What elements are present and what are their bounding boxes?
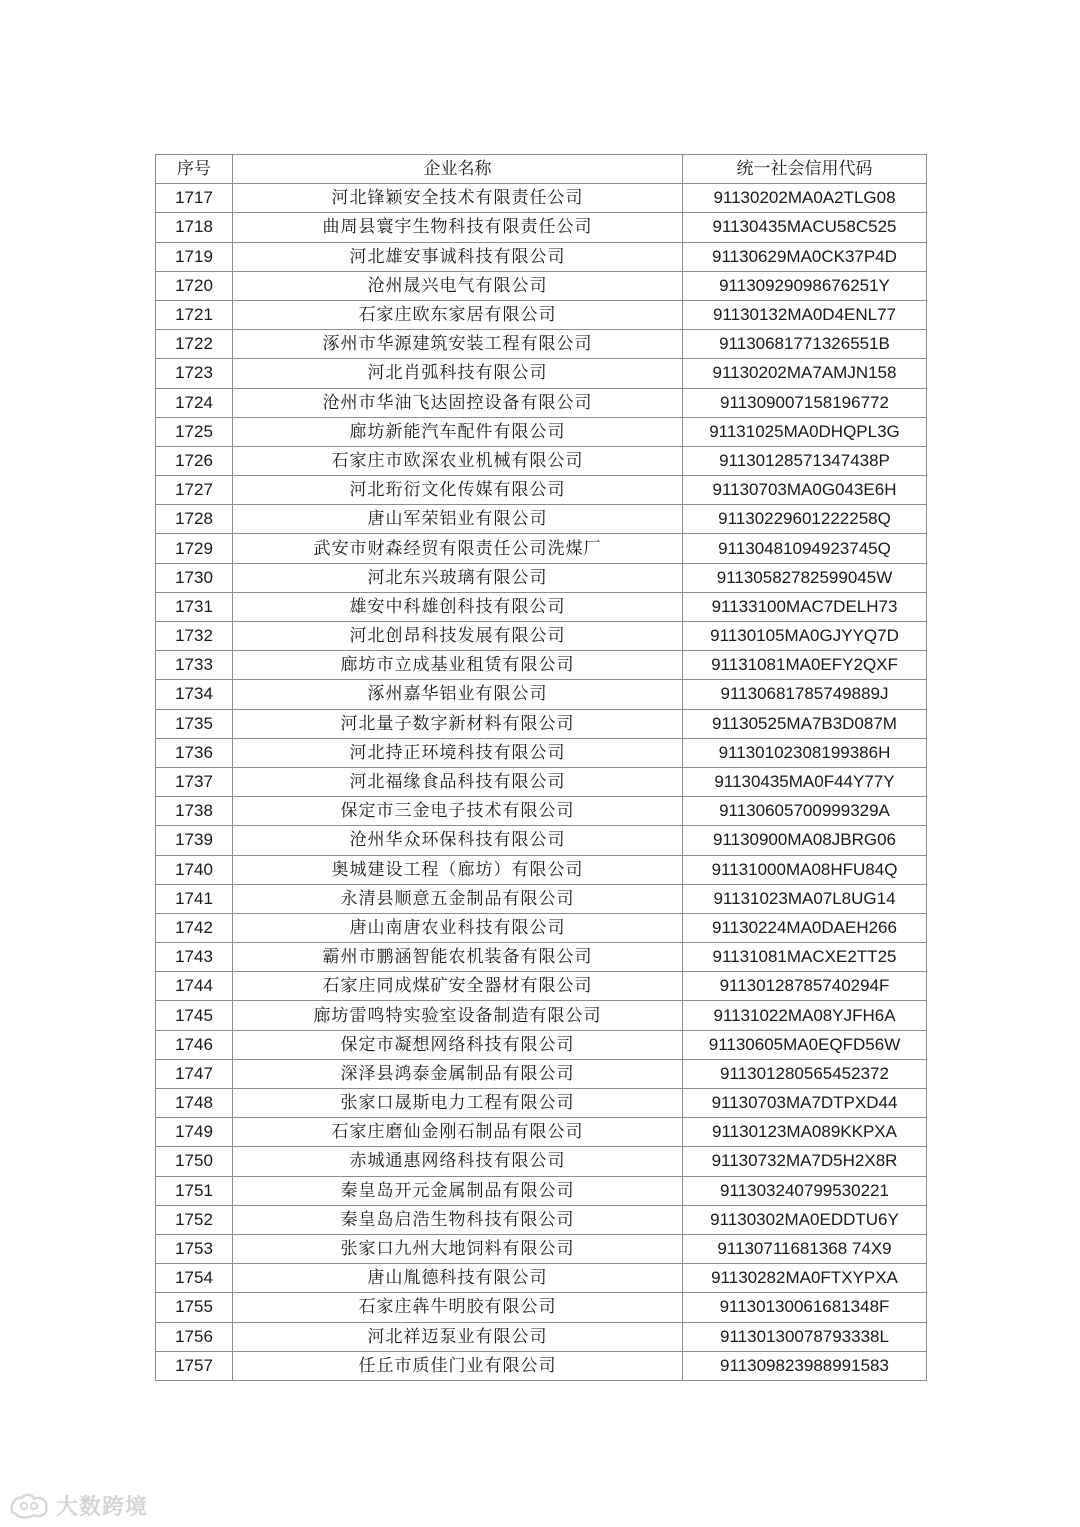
company-name: 沧州市华油飞达固控设备有限公司 xyxy=(233,388,683,417)
credit-code: 91130681785749889J xyxy=(683,680,927,709)
table-row xyxy=(156,826,927,855)
table-row xyxy=(156,1293,927,1322)
credit-code: 91130681771326551B xyxy=(683,330,927,359)
row-index: 1737 xyxy=(156,767,233,796)
row-index: 1731 xyxy=(156,592,233,621)
table-row xyxy=(156,563,927,592)
row-index: 1743 xyxy=(156,943,233,972)
row-index: 1735 xyxy=(156,709,233,738)
credit-code: 91130605MA0EQFD56W xyxy=(683,1030,927,1059)
credit-code: 91130202MA7AMJN158 xyxy=(683,359,927,388)
table-row xyxy=(156,767,927,796)
row-index: 1733 xyxy=(156,651,233,680)
row-index: 1720 xyxy=(156,271,233,300)
table-row xyxy=(156,1118,927,1147)
credit-code: 91130202MA0A2TLG08 xyxy=(683,184,927,213)
table-row xyxy=(156,622,927,651)
table-row xyxy=(156,388,927,417)
table-row xyxy=(156,1205,927,1234)
row-index: 1722 xyxy=(156,330,233,359)
credit-code: 91130711681368 74X9 xyxy=(683,1234,927,1263)
credit-code: 91131081MA0EFY2QXF xyxy=(683,651,927,680)
company-name: 唐山军荣铝业有限公司 xyxy=(233,505,683,534)
table-row xyxy=(156,417,927,446)
company-name: 保定市凝想网络科技有限公司 xyxy=(233,1030,683,1059)
row-index: 1754 xyxy=(156,1264,233,1293)
row-index: 1719 xyxy=(156,242,233,271)
company-name: 永清县顺意五金制品有限公司 xyxy=(233,884,683,913)
table-row xyxy=(156,1234,927,1263)
row-index: 1751 xyxy=(156,1176,233,1205)
table-row xyxy=(156,213,927,242)
company-name: 张家口九州大地饲料有限公司 xyxy=(233,1234,683,1263)
row-index: 1726 xyxy=(156,446,233,475)
logo-icon xyxy=(8,1490,52,1520)
header-index: 序号 xyxy=(156,155,233,184)
row-index: 1755 xyxy=(156,1293,233,1322)
company-name: 河北珩衍文化传媒有限公司 xyxy=(233,476,683,505)
table-row xyxy=(156,855,927,884)
table-row xyxy=(156,651,927,680)
watermark xyxy=(8,1488,148,1522)
row-index: 1723 xyxy=(156,359,233,388)
row-index: 1728 xyxy=(156,505,233,534)
credit-code: 91130629MA0CK37P4D xyxy=(683,242,927,271)
company-name: 秦皇岛启浩生物科技有限公司 xyxy=(233,1205,683,1234)
credit-code: 91130481094923745Q xyxy=(683,534,927,563)
credit-code: 91131022MA08YJFH6A xyxy=(683,1001,927,1030)
row-index: 1721 xyxy=(156,300,233,329)
table-header-row xyxy=(156,155,927,184)
table-row xyxy=(156,184,927,213)
company-name: 深泽县鸿泰金属制品有限公司 xyxy=(233,1059,683,1088)
company-name: 沧州晟兴电气有限公司 xyxy=(233,271,683,300)
credit-code: 91131081MACXE2TT25 xyxy=(683,943,927,972)
company-name: 涿州嘉华铝业有限公司 xyxy=(233,680,683,709)
company-name: 河北锋颖安全技术有限责任公司 xyxy=(233,184,683,213)
company-name: 曲周县寰宇生物科技有限责任公司 xyxy=(233,213,683,242)
header-company-name: 企业名称 xyxy=(233,155,683,184)
row-index: 1732 xyxy=(156,622,233,651)
row-index: 1749 xyxy=(156,1118,233,1147)
company-name: 霸州市鹏涵智能农机装备有限公司 xyxy=(233,943,683,972)
credit-code: 91130582782599045W xyxy=(683,563,927,592)
row-index: 1730 xyxy=(156,563,233,592)
row-index: 1718 xyxy=(156,213,233,242)
table-row xyxy=(156,913,927,942)
watermark-text: 大数跨境 xyxy=(56,1494,149,1520)
credit-code: 911303240799530221 xyxy=(683,1176,927,1205)
credit-code: 91130128571347438P xyxy=(683,446,927,475)
credit-code: 91130302MA0EDDTU6Y xyxy=(683,1205,927,1234)
credit-code: 91131000MA08HFU84Q xyxy=(683,855,927,884)
credit-code: 91130105MA0GJYYQ7D xyxy=(683,622,927,651)
row-index: 1752 xyxy=(156,1205,233,1234)
company-name: 石家庄犇牛明胶有限公司 xyxy=(233,1293,683,1322)
table-row xyxy=(156,534,927,563)
table-row xyxy=(156,1001,927,1030)
company-name: 河北雄安事诚科技有限公司 xyxy=(233,242,683,271)
credit-code: 91130132MA0D4ENL77 xyxy=(683,300,927,329)
row-index: 1746 xyxy=(156,1030,233,1059)
table-row xyxy=(156,359,927,388)
credit-code: 911309007158196772 xyxy=(683,388,927,417)
company-name: 张家口晟斯电力工程有限公司 xyxy=(233,1089,683,1118)
company-name: 石家庄市欧深农业机械有限公司 xyxy=(233,446,683,475)
row-index: 1725 xyxy=(156,417,233,446)
credit-code: 911301280565452372 xyxy=(683,1059,927,1088)
table-row xyxy=(156,446,927,475)
credit-code: 91130525MA7B3D087M xyxy=(683,709,927,738)
company-table xyxy=(155,154,927,1381)
table-row xyxy=(156,738,927,767)
table-row xyxy=(156,1176,927,1205)
row-index: 1724 xyxy=(156,388,233,417)
company-name: 涿州市华源建筑安装工程有限公司 xyxy=(233,330,683,359)
credit-code: 91131025MA0DHQPL3G xyxy=(683,417,927,446)
row-index: 1741 xyxy=(156,884,233,913)
credit-code: 91130128785740294F xyxy=(683,972,927,1001)
row-index: 1744 xyxy=(156,972,233,1001)
table-row xyxy=(156,972,927,1001)
credit-code: 91130732MA7D5H2X8R xyxy=(683,1147,927,1176)
row-index: 1757 xyxy=(156,1351,233,1380)
company-name: 河北东兴玻璃有限公司 xyxy=(233,563,683,592)
credit-code: 91130703MA0G043E6H xyxy=(683,476,927,505)
credit-code: 91130229601222258Q xyxy=(683,505,927,534)
header-credit-code: 统一社会信用代码 xyxy=(683,155,927,184)
credit-code: 91130703MA7DTPXD44 xyxy=(683,1089,927,1118)
credit-code: 91130435MACU58C525 xyxy=(683,213,927,242)
table-row xyxy=(156,709,927,738)
credit-code: 91130605700999329A xyxy=(683,797,927,826)
company-name: 河北福缘食品科技有限公司 xyxy=(233,767,683,796)
table-row xyxy=(156,271,927,300)
table-row xyxy=(156,943,927,972)
credit-code: 91130102308199386H xyxy=(683,738,927,767)
company-name: 保定市三金电子技术有限公司 xyxy=(233,797,683,826)
company-name: 任丘市质佳门业有限公司 xyxy=(233,1351,683,1380)
row-index: 1736 xyxy=(156,738,233,767)
table-row xyxy=(156,797,927,826)
company-name: 河北持正环境科技有限公司 xyxy=(233,738,683,767)
row-index: 1734 xyxy=(156,680,233,709)
row-index: 1717 xyxy=(156,184,233,213)
credit-code: 91131023MA07L8UG14 xyxy=(683,884,927,913)
credit-code: 91130130061681348F xyxy=(683,1293,927,1322)
table-row xyxy=(156,680,927,709)
company-name: 雄安中科雄创科技有限公司 xyxy=(233,592,683,621)
credit-code: 91130435MA0F44Y77Y xyxy=(683,767,927,796)
credit-code: 91130224MA0DAEH266 xyxy=(683,913,927,942)
row-index: 1753 xyxy=(156,1234,233,1263)
company-name: 河北肖弧科技有限公司 xyxy=(233,359,683,388)
company-name: 石家庄磨仙金刚石制品有限公司 xyxy=(233,1118,683,1147)
row-index: 1756 xyxy=(156,1322,233,1351)
row-index: 1742 xyxy=(156,913,233,942)
company-name: 唐山南唐农业科技有限公司 xyxy=(233,913,683,942)
company-name: 秦皇岛开元金属制品有限公司 xyxy=(233,1176,683,1205)
credit-code: 911309823988991583 xyxy=(683,1351,927,1380)
company-name: 奥城建设工程（廊坊）有限公司 xyxy=(233,855,683,884)
table-row xyxy=(156,884,927,913)
credit-code: 91130282MA0FTXYPXA xyxy=(683,1264,927,1293)
company-name: 石家庄同成煤矿安全器材有限公司 xyxy=(233,972,683,1001)
row-index: 1740 xyxy=(156,855,233,884)
table-row xyxy=(156,476,927,505)
row-index: 1729 xyxy=(156,534,233,563)
row-index: 1750 xyxy=(156,1147,233,1176)
table-row xyxy=(156,1030,927,1059)
credit-code: 91130123MA089KKPXA xyxy=(683,1118,927,1147)
table-row xyxy=(156,1322,927,1351)
company-name: 廊坊市立成基业租赁有限公司 xyxy=(233,651,683,680)
table-row xyxy=(156,1264,927,1293)
company-name: 河北量子数字新材料有限公司 xyxy=(233,709,683,738)
company-name: 武安市财森经贸有限责任公司洗煤厂 xyxy=(233,534,683,563)
table-row xyxy=(156,1059,927,1088)
company-name: 唐山胤德科技有限公司 xyxy=(233,1264,683,1293)
company-name: 赤城通惠网络科技有限公司 xyxy=(233,1147,683,1176)
company-name: 廊坊雷鸣特实验室设备制造有限公司 xyxy=(233,1001,683,1030)
row-index: 1739 xyxy=(156,826,233,855)
company-name: 廊坊新能汽车配件有限公司 xyxy=(233,417,683,446)
company-name: 石家庄欧东家居有限公司 xyxy=(233,300,683,329)
table-row xyxy=(156,505,927,534)
credit-code: 91133100MAC7DELH73 xyxy=(683,592,927,621)
company-name: 河北祥迈泵业有限公司 xyxy=(233,1322,683,1351)
row-index: 1745 xyxy=(156,1001,233,1030)
row-index: 1748 xyxy=(156,1089,233,1118)
credit-code: 91130130078793338L xyxy=(683,1322,927,1351)
row-index: 1727 xyxy=(156,476,233,505)
table-row xyxy=(156,242,927,271)
table-row xyxy=(156,300,927,329)
table-row xyxy=(156,330,927,359)
table-row xyxy=(156,1351,927,1380)
table-row xyxy=(156,592,927,621)
company-name: 河北创昂科技发展有限公司 xyxy=(233,622,683,651)
row-index: 1747 xyxy=(156,1059,233,1088)
credit-code: 91130929098676251Y xyxy=(683,271,927,300)
row-index: 1738 xyxy=(156,797,233,826)
table-row xyxy=(156,1147,927,1176)
company-name: 沧州华众环保科技有限公司 xyxy=(233,826,683,855)
table-body xyxy=(156,184,927,1381)
table-row xyxy=(156,1089,927,1118)
credit-code: 91130900MA08JBRG06 xyxy=(683,826,927,855)
